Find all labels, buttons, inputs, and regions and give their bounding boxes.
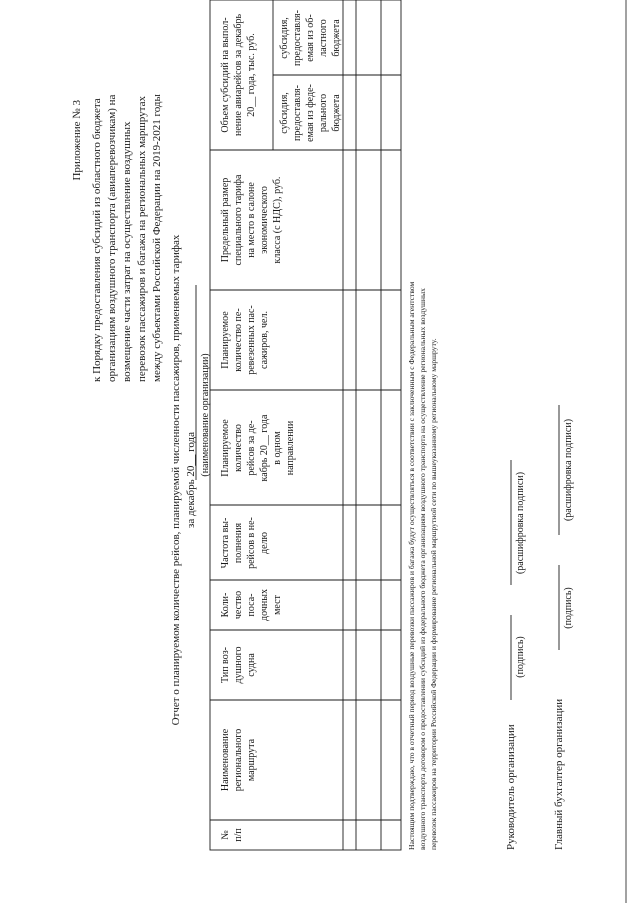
svg-text:Тип воз-: Тип воз- [220,647,231,683]
svg-text:рейсов за де-: рейсов за де- [246,420,257,476]
svg-text:судна: судна [246,653,257,677]
svg-text:перевозок пассажиров на террит: перевозок пассажиров на территории Российской Федерации и формирование региональной маршрутной сети по вышеуказанному региональному маршруту. [429,338,438,850]
column-header-no [220,828,244,842]
organization-name-caption: (наименование организации) [200,353,211,477]
report-table [210,0,401,850]
svg-text:делю: делю [259,532,270,554]
svg-text:бюджета: бюджета [331,94,342,132]
appendix-header [71,93,163,382]
svg-text:ластного: ластного [318,19,329,57]
appendix-line-5: между субъектами Российской Федерации на 2019-2021 годы [151,94,163,382]
svg-text:(подпись): (подпись) [563,587,574,629]
column-header-max-tariff [220,174,283,265]
column-header-planned-passengers [220,305,270,375]
svg-text:Наименование: Наименование [220,728,231,792]
svg-text:(расшифровка подписи): (расшифровка подписи) [563,418,574,522]
svg-text:Планируемое: Планируемое [220,311,231,369]
svg-text:воздушного транспорта договоро: воздушного транспорта договором о предоставлении субсидий из федерального бюджета организациям воздушного транспорта на осуществление региональных воздушных [418,288,427,850]
svg-text:нение авиарейсов за декабрь: нение авиарейсов за декабрь [233,13,244,137]
confirmation-paragraph [407,281,438,850]
column-header-subsidy-volume [220,14,257,136]
svg-text:Настоящим подтверждаю, что в о: Настоящим подтверждаю, что в отчетный период воздушные перевозки пассажиров и багажа будут осуществляться в соответствии с заключенным с Федеральным агентством [407,281,416,850]
svg-text:в одном: в одном [272,431,283,465]
appendix-line-3: возмещение части затрат на осуществление воздушных [121,121,133,382]
svg-text:Предельный размер: Предельный размер [220,177,231,263]
column-header-seats [220,589,283,621]
svg-text:№: № [220,830,231,840]
column-header-frequency [220,517,270,569]
svg-text:регионального: регионального [233,728,244,792]
svg-text:Частота вы-: Частота вы- [220,517,231,569]
svg-text:рейсов в не-: рейсов в не- [246,517,257,569]
svg-text:предоставля-: предоставля- [292,10,303,66]
svg-text:20__ года, тыс. руб.: 20__ года, тыс. руб. [246,33,257,117]
svg-text:полнения: полнения [233,522,244,564]
svg-text:поса-: поса- [246,593,257,617]
svg-text:Коли-: Коли- [220,592,231,618]
report-title [170,234,211,725]
svg-text:субсидия,: субсидия, [279,17,290,59]
svg-text:Объем субсидий на выпол-: Объем субсидий на выпол- [220,17,231,133]
svg-text:сажиров, чел.: сажиров, чел. [259,311,270,369]
svg-text:емая из об-: емая из об- [305,14,316,62]
svg-text:экономического: экономического [259,186,270,254]
appendix-number: Приложение № 3 [71,100,83,181]
svg-text:(расшифровка подписи): (расшифровка подписи) [515,471,526,575]
svg-text:предоставля-: предоставля- [292,85,303,141]
appendix-line-4: перевозок пассажиров и багажа на региональных маршрутах [136,96,148,382]
svg-text:класса (с НДС), руб.: класса (с НДС), руб. [272,176,283,264]
title-line-2: за декабрь 20__ года [185,431,197,529]
title-line-1: Отчет о планируемом количестве рейсов, планируемой численности пассажиров, применяемых тарифах [170,234,182,726]
svg-text:Планируемое: Планируемое [220,419,231,477]
svg-text:направлении: направлении [285,420,296,476]
svg-text:дочных: дочных [259,589,270,621]
svg-text:кабрь 20__ года: кабрь 20__ года [259,414,270,482]
svg-text:ревезенных пас-: ревезенных пас- [246,305,257,375]
svg-text:рального: рального [318,93,329,133]
svg-text:на место в салоне: на место в салоне [246,182,257,258]
subcolumn-header-federal-subsidy [279,84,342,142]
svg-text:п/п: п/п [233,828,244,842]
svg-text:маршрута: маршрута [246,738,257,782]
appendix-line-1: к Порядку предоставления субсидий из областного бюджета [91,98,103,382]
svg-text:субсидия,: субсидия, [279,92,290,134]
svg-text:количество пе-: количество пе- [233,308,244,372]
column-header-planned-flights [220,414,296,481]
svg-text:бюджета: бюджета [331,19,342,57]
svg-text:чество: чество [233,590,244,620]
svg-text:душного: душного [233,646,244,684]
column-header-aircraft-type [220,647,257,684]
accountant-signature-label: Главный бухгалтер организации [553,698,565,850]
signature-block [505,405,574,850]
appendix-line-2: организациям воздушного транспорта (авиаперевозчикам) на [106,94,118,382]
head-signature-label: Руководитель организации [505,724,517,850]
svg-text:емая из феде-: емая из феде- [305,84,316,142]
svg-text:мест: мест [272,595,283,615]
svg-text:специального тарифа: специального тарифа [233,174,244,266]
column-header-route-name [220,728,257,791]
subcolumn-header-regional-subsidy [279,10,342,66]
svg-text:количество: количество [233,424,244,472]
svg-text:(подпись): (подпись) [515,636,526,678]
